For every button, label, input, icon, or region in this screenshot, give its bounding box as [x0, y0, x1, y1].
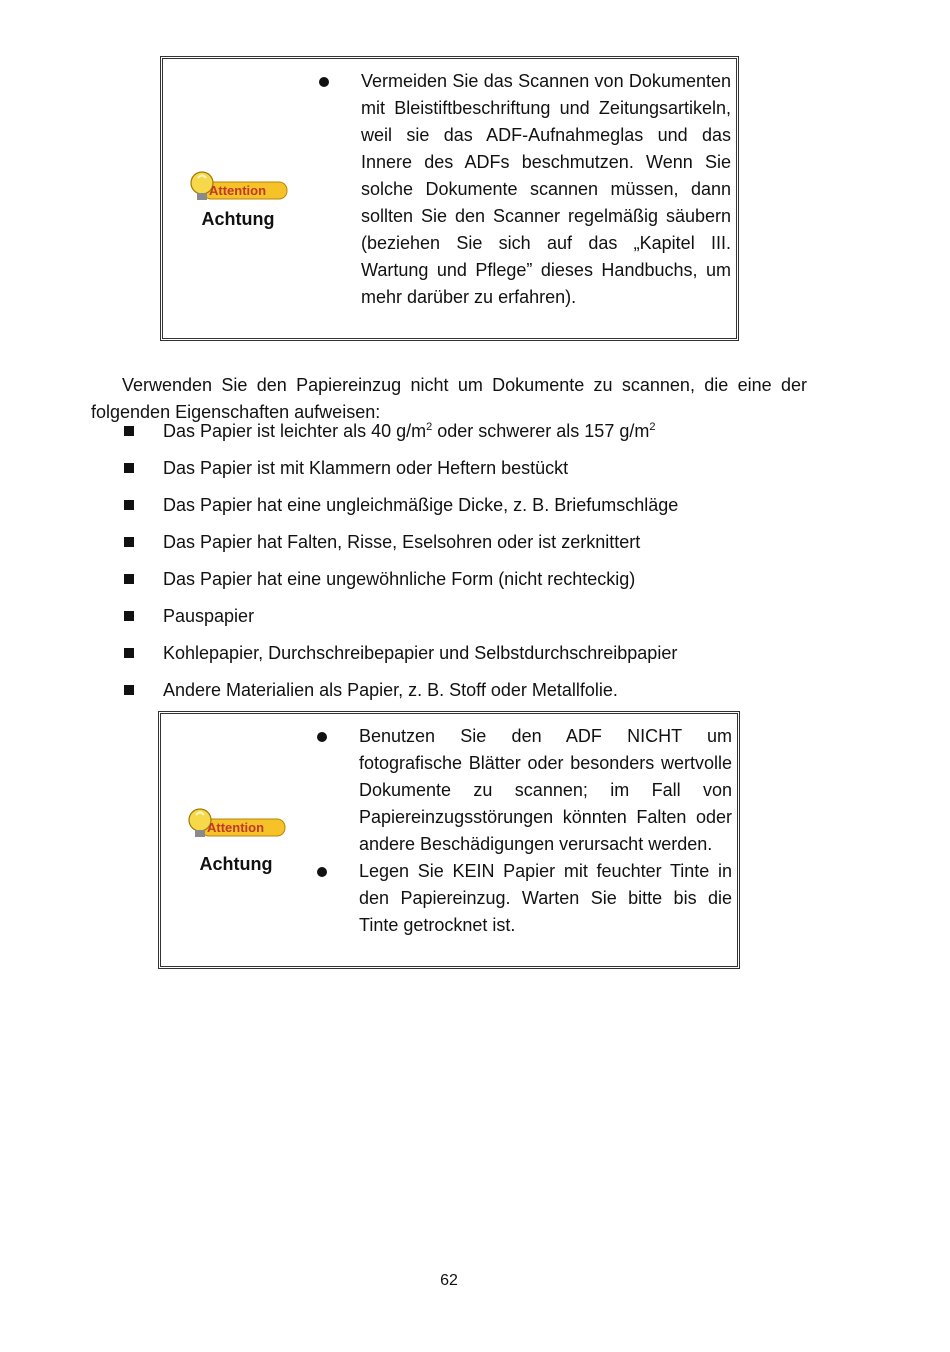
list-item-text: Das Papier ist mit Klammern oder Heftern bestückt	[163, 458, 569, 478]
list-item-text: oder schwerer als 157 g/m	[432, 421, 650, 441]
square-bullet-icon	[124, 611, 134, 621]
list-item	[124, 493, 678, 530]
list-item	[124, 456, 678, 493]
attention-lightbulb-icon	[189, 169, 289, 203]
svg-text:Attention: Attention	[209, 183, 267, 198]
list-item-text: Das Papier hat Falten, Risse, Eselsohren oder ist zerknittert	[163, 532, 641, 552]
attention-item-text: Benutzen Sie den ADF NICHT um fotografische Blätter oder besonders wertvolle Dokumente zu scannen; im Fall von Papiereinzugsstörungen könnten Falten oder andere Beschädigungen verursacht werden.	[359, 726, 732, 854]
list-item	[124, 604, 678, 641]
square-bullet-icon	[124, 463, 134, 473]
list-item-text: Das Papier hat eine ungewöhnliche Form (nicht rechteckig)	[163, 569, 636, 589]
superscript: 2	[426, 421, 433, 433]
page-number: 62	[440, 1272, 458, 1289]
list-item-text: Das Papier ist leichter als 40 g/m	[163, 421, 427, 441]
intro-paragraph: Verwenden Sie den Papiereinzug nicht um Dokumente zu scannen, die eine der folgenden Eigenschaften aufweisen:	[91, 375, 807, 422]
attention-lightbulb-icon	[187, 806, 287, 840]
attention-box	[158, 711, 740, 969]
list-item	[124, 678, 678, 715]
list-item	[124, 567, 678, 604]
list-item-text: Pauspapier	[163, 606, 255, 626]
round-bullet-icon	[317, 732, 327, 742]
attention-left-cell	[163, 59, 313, 338]
square-bullet-icon	[124, 574, 134, 584]
square-bullet-icon	[124, 426, 134, 436]
list-item	[124, 641, 678, 678]
attention-list	[361, 68, 731, 311]
square-bullet-icon	[124, 648, 134, 658]
square-bullet-icon	[124, 500, 134, 510]
list-item-text: Das Papier hat eine ungleichmäßige Dicke, z. B. Briefumschläge	[163, 495, 679, 515]
attention-list	[359, 723, 732, 939]
list-item-text: Andere Materialien als Papier, z. B. Stoff oder Metallfolie.	[163, 680, 618, 700]
attention-item	[359, 858, 732, 939]
attention-box	[160, 56, 739, 341]
attention-item	[359, 723, 732, 858]
list-item-text: Kohlepapier, Durchschreibepapier und Selbstdurchschreibpapier	[163, 643, 678, 663]
paper-properties-list	[124, 419, 678, 715]
round-bullet-icon	[319, 77, 329, 87]
attention-label: Achtung	[199, 854, 273, 874]
attention-label: Achtung	[201, 209, 275, 229]
square-bullet-icon	[124, 537, 134, 547]
attention-item-text: Legen Sie KEIN Papier mit feuchter Tinte in den Papiereinzug. Warten Sie bitte bis die Tinte getrocknet ist.	[359, 861, 732, 935]
square-bullet-icon	[124, 685, 134, 695]
round-bullet-icon	[317, 867, 327, 877]
attention-item	[361, 68, 731, 311]
svg-text:Attention: Attention	[207, 820, 265, 835]
list-item	[124, 419, 678, 456]
list-item	[124, 530, 678, 567]
attention-left-cell	[161, 714, 311, 966]
superscript: 2	[649, 421, 656, 433]
attention-item-text: Vermeiden Sie das Scannen von Dokumenten mit Bleistiftbeschriftung und Zeitungsartikeln, weil sie das ADF-Aufnahmeglas und das Innere des ADFs beschmutzen. Wenn Sie solche Dokumente scannen müssen, dann sollten Sie den Scanner regelmäßig säubern (beziehen Sie sich auf das „Kapitel III. Wartung und Pflege” dieses Handbuchs, um mehr darüber zu erfahren).	[361, 71, 731, 307]
